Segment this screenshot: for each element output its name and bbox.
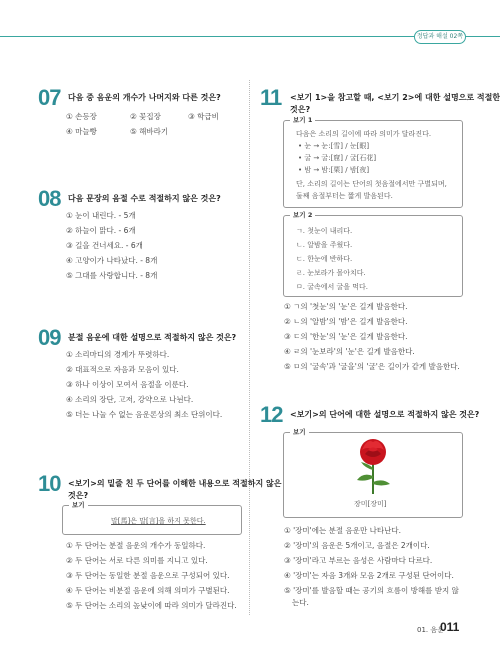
question-text: 다음 문장의 음절 수로 적절하지 않은 것은? [68,194,221,203]
option-3[interactable]: ③ 두 단어는 동일한 분절 음운으로 구성되어 있다. [66,571,230,580]
option-3[interactable]: ③ ㄷ의 '한눈'의 '눈'은 길게 발음한다. [284,332,408,341]
option-4[interactable]: ④ 마늘빵 [66,127,97,136]
question-text: 다음 중 음운의 개수가 나머지와 다른 것은? [68,93,221,102]
option-5[interactable]: ⑤ 해바라기 [130,127,169,136]
option-2[interactable]: ② 하늘이 맑다. - 6개 [66,226,136,235]
rose-image [343,436,403,496]
answer-reference-tag: 정답과 해설 02쪽 [414,30,466,44]
box-text: 말[馬]은 말[言]을 하지 못한다. [111,517,206,525]
box-line: • 굴 → 굴:[窟] / 굴[石花] [298,154,377,162]
option-1[interactable]: ① 소리마디의 경계가 뚜렷하다. [66,350,170,359]
option-1[interactable]: ① ㄱ의 '첫눈'의 '눈'은 길게 발음한다. [284,302,408,311]
option-3[interactable]: ③ 학급비 [188,112,219,121]
column-divider [249,80,250,615]
question-number: 10 [38,471,61,496]
box-line: ㄷ. 한눈에 반하다. [296,255,353,263]
question-text: 분절 음운에 대한 설명으로 적절하지 않은 것은? [68,333,237,342]
option-2[interactable]: ② 꽃집장 [130,112,161,121]
option-5-cont: 는다. [292,598,309,607]
option-1[interactable]: ① 눈이 내린다. - 5개 [66,211,136,220]
example-box [62,501,242,535]
box-line: ㅁ. 굴속에서 굴을 먹다. [296,283,368,291]
box-line: • 눈 → 눈:[雪] / 눈[眼] [298,142,370,150]
option-4[interactable]: ④ 두 단어는 비분절 음운에 의해 의미가 구별된다. [66,586,230,595]
option-5[interactable]: ⑤ 두 단어는 소리의 높낮이에 따라 의미가 달라진다. [66,601,237,610]
question-text: <보기>의 밑줄 친 두 단어를 이해한 내용으로 적절하지 않은 [68,479,282,488]
box-label: 보기 2 [290,210,315,220]
option-5[interactable]: ⑤ ㅁ의 '굴속'과 '굴을'의 '굴'은 길이가 같게 발음한다. [284,362,460,371]
option-5[interactable]: ⑤ '장미'를 발음할 때는 공기의 흐름이 방해를 받지 않 [284,586,459,595]
question-text-cont: 것은? [290,105,311,114]
question-number: 09 [38,325,61,350]
option-2[interactable]: ② ㄴ의 '알밤'의 '밤'은 길게 발음한다. [284,317,408,326]
box-line: 단, 소리의 길이는 단어의 첫음절에서만 구별되며, [296,180,447,188]
image-caption: 장미[장미] [354,500,387,508]
option-1[interactable]: ① 손등장 [66,112,97,121]
option-3[interactable]: ③ 길을 건너세요. - 6개 [66,241,143,250]
example-box-2 [283,211,463,297]
example-box-1 [283,116,463,208]
box-line: • 밤 → 밤:[栗] / 밤[夜] [298,166,370,174]
option-2[interactable]: ② 대표적으로 자음과 모음이 있다. [66,365,179,374]
chapter-label: 01. 음운 [417,626,444,634]
option-4[interactable]: ④ '장미'는 자음 3개와 모음 2개로 구성된 단어이다. [284,571,454,580]
option-2[interactable]: ② 두 단어는 서로 다른 의미를 지니고 있다. [66,556,208,565]
box-line: ㄹ. 눈보라가 몰아치다. [296,269,366,277]
question-number: 07 [38,85,61,110]
box-line: ㄴ. 알밤을 주웠다. [296,241,353,249]
option-4[interactable]: ④ 고양이가 나타났다. - 8개 [66,256,158,265]
question-text-cont: 것은? [68,491,89,500]
option-2[interactable]: ② '장미'의 음운은 5개이고, 음절은 2개이다. [284,541,430,550]
option-5[interactable]: ⑤ 더는 나눌 수 없는 음운론상의 최소 단위이다. [66,410,223,419]
question-number: 08 [38,186,61,211]
example-box [283,428,463,518]
page-number: 011 [440,620,460,634]
box-line: ㄱ. 첫눈이 내리다. [296,227,353,235]
box-label: 보기 1 [290,115,315,125]
question-number: 12 [260,402,283,427]
option-4[interactable]: ④ ㄹ의 '눈보라'의 '눈'은 길게 발음한다. [284,347,415,356]
option-1[interactable]: ① 두 단어는 분절 음운의 개수가 동일하다. [66,541,206,550]
option-3[interactable]: ③ 하나 이상이 모여서 음절을 이룬다. [66,380,189,389]
question-text: <보기>의 단어에 대한 설명으로 적절하지 않은 것은? [290,410,480,419]
option-4[interactable]: ④ 소리의 장단, 고저, 강약으로 나뉜다. [66,395,194,404]
option-3[interactable]: ③ '장미'라고 부르는 음성은 사람마다 다르다. [284,556,433,565]
box-label: 보기 [69,500,88,510]
box-line: 다음은 소리의 길이에 따라 의미가 달라진다. [296,130,432,138]
option-5[interactable]: ⑤ 그대를 사랑합니다. - 8개 [66,271,158,280]
question-number: 11 [260,85,282,110]
box-label: 보기 [290,427,309,437]
box-line: 둘째 음절부터는 짧게 발음된다. [296,192,393,200]
option-1[interactable]: ① '장미'에는 분절 음운만 나타난다. [284,526,401,535]
question-text: <보기 1>을 참고할 때, <보기 2>에 대한 설명으로 적절한 [290,93,500,102]
